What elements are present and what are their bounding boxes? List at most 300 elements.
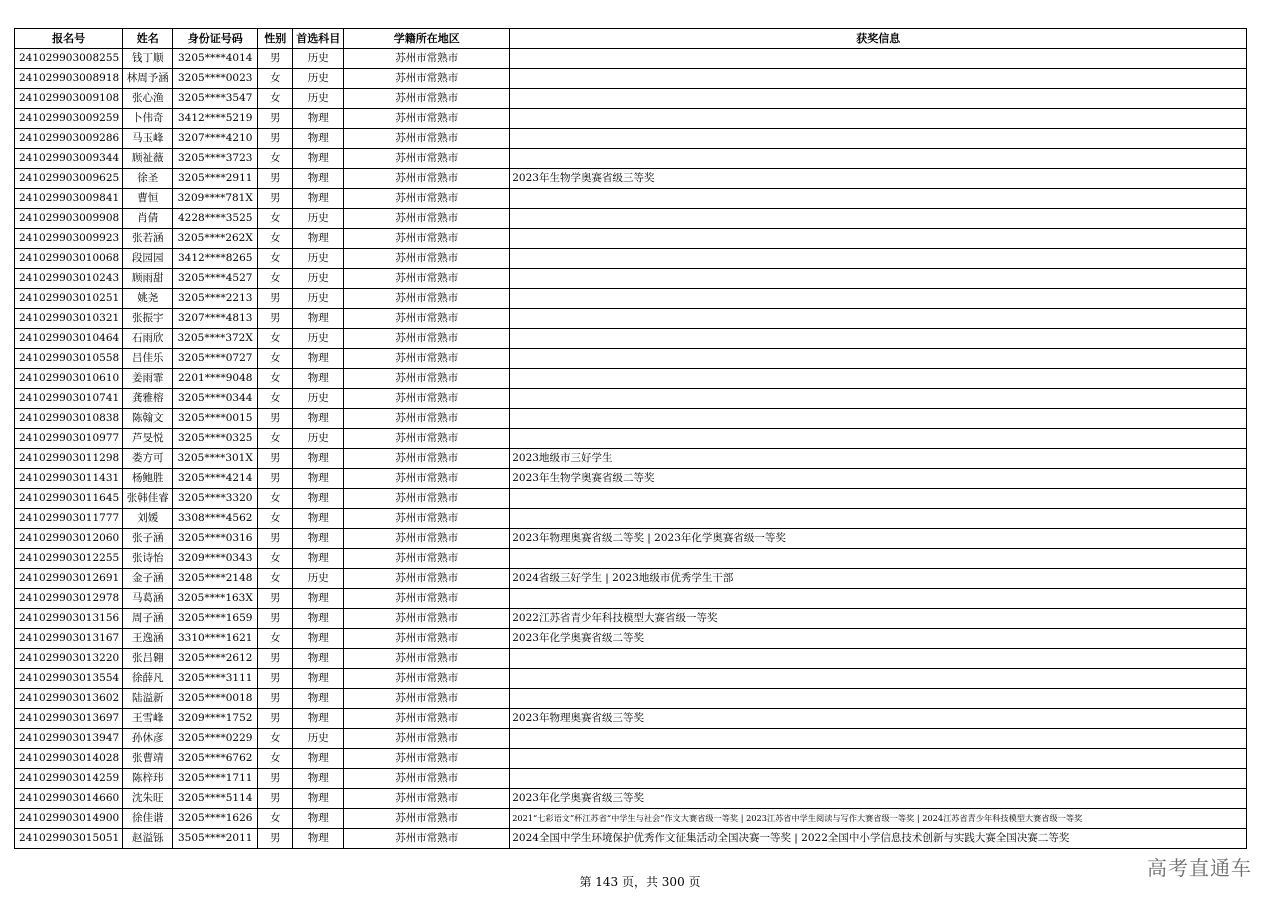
cell-registration-no: 241029903012255 (15, 549, 123, 569)
cell-gender: 男 (258, 829, 293, 849)
table-row (15, 389, 1247, 409)
table-row (15, 449, 1247, 469)
cell-subject: 物理 (293, 169, 344, 189)
cell-registration-no: 241029903009108 (15, 89, 123, 109)
table-row (15, 829, 1247, 849)
cell-awards (510, 89, 1247, 109)
cell-registration-no: 241029903010558 (15, 349, 123, 369)
cell-subject: 物理 (293, 489, 344, 509)
cell-registration-no: 241029903013947 (15, 729, 123, 749)
table-row (15, 249, 1247, 269)
cell-awards (510, 229, 1247, 249)
cell-id-number: 3205****2213 (173, 289, 258, 309)
cell-awards (510, 689, 1247, 709)
cell-registration-no: 241029903014660 (15, 789, 123, 809)
cell-region: 苏州市常熟市 (344, 389, 510, 409)
cell-awards: 2022江苏省青少年科技模型大赛省级一等奖 (510, 609, 1247, 629)
cell-subject: 历史 (293, 249, 344, 269)
cell-awards (510, 769, 1247, 789)
table-row (15, 149, 1247, 169)
cell-gender: 男 (258, 169, 293, 189)
table-row (15, 589, 1247, 609)
cell-region: 苏州市常熟市 (344, 549, 510, 569)
header-gender: 性别 (258, 29, 293, 49)
cell-registration-no: 241029903010838 (15, 409, 123, 429)
cell-subject: 历史 (293, 389, 344, 409)
cell-id-number: 3209****781X (173, 189, 258, 209)
table-row (15, 709, 1247, 729)
cell-name: 张诗怡 (123, 549, 173, 569)
cell-id-number: 3205****0727 (173, 349, 258, 369)
cell-gender: 女 (258, 229, 293, 249)
cell-region: 苏州市常熟市 (344, 169, 510, 189)
cell-id-number: 3205****2148 (173, 569, 258, 589)
cell-id-number: 3205****262X (173, 229, 258, 249)
cell-awards: 2023地级市三好学生 (510, 449, 1247, 469)
cell-name: 张振宇 (123, 309, 173, 329)
cell-name: 张曹靖 (123, 749, 173, 769)
cell-gender: 男 (258, 689, 293, 709)
cell-id-number: 3308****4562 (173, 509, 258, 529)
table-row (15, 129, 1247, 149)
cell-awards: 2023年生物学奥赛省级二等奖 (510, 469, 1247, 489)
cell-id-number: 3205****0229 (173, 729, 258, 749)
cell-gender: 女 (258, 349, 293, 369)
cell-registration-no: 241029903015051 (15, 829, 123, 849)
cell-registration-no: 241029903013554 (15, 669, 123, 689)
cell-gender: 男 (258, 129, 293, 149)
cell-subject: 物理 (293, 689, 344, 709)
table-row (15, 369, 1247, 389)
cell-subject: 物理 (293, 509, 344, 529)
cell-region: 苏州市常熟市 (344, 289, 510, 309)
score-table (14, 28, 1247, 849)
cell-gender: 男 (258, 769, 293, 789)
cell-name: 姜雨霏 (123, 369, 173, 389)
cell-region: 苏州市常熟市 (344, 709, 510, 729)
cell-region: 苏州市常熟市 (344, 569, 510, 589)
cell-registration-no: 241029903009259 (15, 109, 123, 129)
cell-registration-no: 241029903010243 (15, 269, 123, 289)
cell-awards: 2023年物理奥赛省级二等奖 | 2023年化学奥赛省级一等奖 (510, 529, 1247, 549)
cell-region: 苏州市常熟市 (344, 149, 510, 169)
cell-subject: 历史 (293, 429, 344, 449)
header-subject: 首选科目 (293, 29, 344, 49)
cell-gender: 男 (258, 469, 293, 489)
table-row (15, 649, 1247, 669)
cell-name: 王逸涵 (123, 629, 173, 649)
cell-registration-no: 241029903011298 (15, 449, 123, 469)
cell-id-number: 3205****0344 (173, 389, 258, 409)
cell-gender: 男 (258, 669, 293, 689)
cell-region: 苏州市常熟市 (344, 589, 510, 609)
cell-awards (510, 49, 1247, 69)
cell-name: 沈朱旺 (123, 789, 173, 809)
cell-awards (510, 329, 1247, 349)
table-row (15, 409, 1247, 429)
cell-id-number: 3205****301X (173, 449, 258, 469)
cell-registration-no: 241029903010321 (15, 309, 123, 329)
cell-id-number: 3505****2011 (173, 829, 258, 849)
cell-region: 苏州市常熟市 (344, 109, 510, 129)
cell-region: 苏州市常熟市 (344, 309, 510, 329)
cell-gender: 男 (258, 709, 293, 729)
cell-id-number: 3205****3111 (173, 669, 258, 689)
cell-subject: 历史 (293, 269, 344, 289)
cell-gender: 女 (258, 629, 293, 649)
cell-region: 苏州市常熟市 (344, 809, 510, 829)
cell-awards (510, 489, 1247, 509)
cell-region: 苏州市常熟市 (344, 49, 510, 69)
table-row (15, 469, 1247, 489)
cell-name: 顾雨甜 (123, 269, 173, 289)
cell-gender: 男 (258, 449, 293, 469)
cell-registration-no: 241029903013156 (15, 609, 123, 629)
cell-region: 苏州市常熟市 (344, 769, 510, 789)
cell-name: 肖倩 (123, 209, 173, 229)
cell-awards (510, 129, 1247, 149)
cell-awards (510, 389, 1247, 409)
cell-region: 苏州市常熟市 (344, 529, 510, 549)
cell-name: 王雪峰 (123, 709, 173, 729)
cell-registration-no: 241029903010610 (15, 369, 123, 389)
cell-gender: 男 (258, 289, 293, 309)
cell-name: 张若涵 (123, 229, 173, 249)
table-row (15, 229, 1247, 249)
cell-awards (510, 309, 1247, 329)
cell-awards (510, 249, 1247, 269)
cell-region: 苏州市常熟市 (344, 609, 510, 629)
cell-region: 苏州市常熟市 (344, 349, 510, 369)
cell-registration-no: 241029903009625 (15, 169, 123, 189)
cell-name: 徐佳谐 (123, 809, 173, 829)
table-row (15, 49, 1247, 69)
table-row (15, 269, 1247, 289)
cell-awards: 2024省级三好学生 | 2023地级市优秀学生干部 (510, 569, 1247, 589)
table-row (15, 309, 1247, 329)
cell-registration-no: 241029903011777 (15, 509, 123, 529)
cell-subject: 历史 (293, 289, 344, 309)
table-row (15, 289, 1247, 309)
cell-gender: 男 (258, 589, 293, 609)
cell-id-number: 3205****2612 (173, 649, 258, 669)
cell-gender: 女 (258, 509, 293, 529)
cell-awards: 2023年化学奥赛省级二等奖 (510, 629, 1247, 649)
cell-region: 苏州市常熟市 (344, 269, 510, 289)
cell-registration-no: 241029903011431 (15, 469, 123, 489)
cell-id-number: 3205****4014 (173, 49, 258, 69)
cell-registration-no: 241029903009908 (15, 209, 123, 229)
cell-subject: 物理 (293, 129, 344, 149)
cell-registration-no: 241029903012978 (15, 589, 123, 609)
header-id-number: 身份证号码 (173, 29, 258, 49)
cell-awards (510, 369, 1247, 389)
cell-registration-no: 241029903014259 (15, 769, 123, 789)
cell-region: 苏州市常熟市 (344, 749, 510, 769)
cell-region: 苏州市常熟市 (344, 789, 510, 809)
cell-id-number: 3205****4527 (173, 269, 258, 289)
cell-gender: 女 (258, 749, 293, 769)
cell-subject: 历史 (293, 69, 344, 89)
cell-awards (510, 729, 1247, 749)
table-body (15, 49, 1247, 849)
cell-gender: 女 (258, 389, 293, 409)
cell-awards (510, 589, 1247, 609)
cell-awards: 2021“七彩语文”杯江苏省“中学生与社会”作文大赛省级一等奖 | 2023江苏省中学生阅读与写作大赛省级一等奖 | 2024江苏省青少年科技模型大赛省级一等奖 (510, 809, 1247, 829)
cell-region: 苏州市常熟市 (344, 69, 510, 89)
cell-region: 苏州市常熟市 (344, 449, 510, 469)
table-row (15, 529, 1247, 549)
cell-awards: 2023年化学奥赛省级三等奖 (510, 789, 1247, 809)
cell-awards: 2024全国中学生环境保护优秀作文征集活动全国决赛一等奖 | 2022全国中小学信息技术创新与实践大赛全国决赛二等奖 (510, 829, 1247, 849)
cell-subject: 物理 (293, 349, 344, 369)
cell-gender: 男 (258, 609, 293, 629)
cell-subject: 物理 (293, 709, 344, 729)
cell-subject: 物理 (293, 229, 344, 249)
cell-awards (510, 549, 1247, 569)
cell-gender: 女 (258, 149, 293, 169)
cell-region: 苏州市常熟市 (344, 369, 510, 389)
cell-gender: 男 (258, 789, 293, 809)
cell-subject: 物理 (293, 109, 344, 129)
cell-name: 张韩佳睿 (123, 489, 173, 509)
cell-name: 吕佳乐 (123, 349, 173, 369)
cell-subject: 物理 (293, 409, 344, 429)
cell-awards (510, 109, 1247, 129)
cell-region: 苏州市常熟市 (344, 629, 510, 649)
cell-registration-no: 241029903013602 (15, 689, 123, 709)
table-row (15, 789, 1247, 809)
table-row (15, 549, 1247, 569)
table-row (15, 569, 1247, 589)
cell-name: 刘媛 (123, 509, 173, 529)
table-row (15, 629, 1247, 649)
cell-id-number: 3205****1626 (173, 809, 258, 829)
cell-awards (510, 349, 1247, 369)
table-row (15, 169, 1247, 189)
cell-gender: 男 (258, 49, 293, 69)
cell-region: 苏州市常熟市 (344, 829, 510, 849)
cell-awards (510, 289, 1247, 309)
cell-name: 张吕翱 (123, 649, 173, 669)
cell-gender: 女 (258, 329, 293, 349)
cell-subject: 物理 (293, 529, 344, 549)
cell-id-number: 4228****3525 (173, 209, 258, 229)
cell-name: 钱丁顺 (123, 49, 173, 69)
cell-id-number: 3205****0015 (173, 409, 258, 429)
cell-id-number: 3310****1621 (173, 629, 258, 649)
table-row (15, 349, 1247, 369)
table-row (15, 689, 1247, 709)
cell-region: 苏州市常熟市 (344, 329, 510, 349)
cell-name: 龚雅榕 (123, 389, 173, 409)
table-row (15, 669, 1247, 689)
header-awards: 获奖信息 (510, 29, 1247, 49)
cell-gender: 男 (258, 309, 293, 329)
cell-name: 陆溢新 (123, 689, 173, 709)
cell-gender: 女 (258, 569, 293, 589)
cell-name: 姚尧 (123, 289, 173, 309)
table-row (15, 109, 1247, 129)
cell-region: 苏州市常熟市 (344, 189, 510, 209)
cell-subject: 物理 (293, 589, 344, 609)
cell-region: 苏州市常熟市 (344, 689, 510, 709)
cell-subject: 物理 (293, 449, 344, 469)
cell-region: 苏州市常熟市 (344, 729, 510, 749)
cell-awards (510, 509, 1247, 529)
cell-awards (510, 209, 1247, 229)
cell-awards (510, 649, 1247, 669)
cell-subject: 物理 (293, 549, 344, 569)
cell-subject: 物理 (293, 629, 344, 649)
cell-subject: 历史 (293, 89, 344, 109)
cell-registration-no: 241029903013167 (15, 629, 123, 649)
cell-region: 苏州市常熟市 (344, 509, 510, 529)
cell-name: 孙休彦 (123, 729, 173, 749)
cell-name: 张心渔 (123, 89, 173, 109)
cell-name: 顾祉薇 (123, 149, 173, 169)
cell-region: 苏州市常熟市 (344, 489, 510, 509)
cell-awards (510, 749, 1247, 769)
cell-subject: 物理 (293, 769, 344, 789)
table-row (15, 609, 1247, 629)
cell-gender: 女 (258, 809, 293, 829)
cell-id-number: 3205****1711 (173, 769, 258, 789)
table-row (15, 809, 1247, 829)
cell-registration-no: 241029903013697 (15, 709, 123, 729)
cell-id-number: 3205****3547 (173, 89, 258, 109)
cell-registration-no: 241029903010977 (15, 429, 123, 449)
cell-subject: 历史 (293, 729, 344, 749)
cell-name: 石雨欣 (123, 329, 173, 349)
cell-gender: 男 (258, 409, 293, 429)
cell-region: 苏州市常熟市 (344, 249, 510, 269)
cell-gender: 女 (258, 269, 293, 289)
cell-registration-no: 241029903008918 (15, 69, 123, 89)
cell-name: 曹恒 (123, 189, 173, 209)
cell-awards (510, 69, 1247, 89)
cell-id-number: 3412****5219 (173, 109, 258, 129)
cell-name: 芦旻悦 (123, 429, 173, 449)
cell-region: 苏州市常熟市 (344, 129, 510, 149)
cell-region: 苏州市常熟市 (344, 229, 510, 249)
cell-name: 徐薛凡 (123, 669, 173, 689)
cell-gender: 女 (258, 249, 293, 269)
cell-registration-no: 241029903008255 (15, 49, 123, 69)
cell-gender: 男 (258, 109, 293, 129)
cell-gender: 女 (258, 89, 293, 109)
cell-gender: 女 (258, 209, 293, 229)
cell-id-number: 3205****163X (173, 589, 258, 609)
cell-id-number: 3205****3320 (173, 489, 258, 509)
cell-id-number: 3205****372X (173, 329, 258, 349)
cell-name: 陈梓玮 (123, 769, 173, 789)
cell-name: 卜伟奇 (123, 109, 173, 129)
cell-id-number: 3205****2911 (173, 169, 258, 189)
cell-awards (510, 149, 1247, 169)
cell-subject: 物理 (293, 649, 344, 669)
cell-registration-no: 241029903011645 (15, 489, 123, 509)
table-row (15, 209, 1247, 229)
watermark-logo: 高考直通车 (1147, 856, 1252, 880)
cell-gender: 男 (258, 529, 293, 549)
header-region: 学籍所在地区 (344, 29, 510, 49)
header-row (15, 29, 1247, 49)
cell-region: 苏州市常熟市 (344, 469, 510, 489)
cell-subject: 物理 (293, 149, 344, 169)
cell-subject: 物理 (293, 789, 344, 809)
cell-id-number: 3207****4210 (173, 129, 258, 149)
cell-name: 林周予涵 (123, 69, 173, 89)
cell-awards (510, 269, 1247, 289)
cell-name: 马葛涵 (123, 589, 173, 609)
cell-subject: 历史 (293, 329, 344, 349)
table-row (15, 749, 1247, 769)
cell-id-number: 3205****0316 (173, 529, 258, 549)
cell-gender: 女 (258, 729, 293, 749)
cell-subject: 物理 (293, 189, 344, 209)
cell-region: 苏州市常熟市 (344, 209, 510, 229)
cell-name: 周子涵 (123, 609, 173, 629)
cell-id-number: 3412****8265 (173, 249, 258, 269)
table-row (15, 189, 1247, 209)
cell-id-number: 3207****4813 (173, 309, 258, 329)
cell-registration-no: 241029903010068 (15, 249, 123, 269)
cell-registration-no: 241029903013220 (15, 649, 123, 669)
cell-awards: 2023年物理奥赛省级三等奖 (510, 709, 1247, 729)
cell-registration-no: 241029903012691 (15, 569, 123, 589)
cell-subject: 物理 (293, 609, 344, 629)
cell-name: 陈翰文 (123, 409, 173, 429)
cell-id-number: 3205****1659 (173, 609, 258, 629)
table-row (15, 489, 1247, 509)
cell-name: 段园园 (123, 249, 173, 269)
cell-gender: 女 (258, 369, 293, 389)
cell-region: 苏州市常熟市 (344, 89, 510, 109)
cell-registration-no: 241029903009344 (15, 149, 123, 169)
cell-id-number: 3205****0325 (173, 429, 258, 449)
cell-registration-no: 241029903014028 (15, 749, 123, 769)
cell-registration-no: 241029903009286 (15, 129, 123, 149)
cell-subject: 物理 (293, 749, 344, 769)
cell-region: 苏州市常熟市 (344, 669, 510, 689)
cell-id-number: 3209****1752 (173, 709, 258, 729)
table-row (15, 769, 1247, 789)
cell-awards (510, 429, 1247, 449)
cell-registration-no: 241029903009841 (15, 189, 123, 209)
cell-name: 徐圣 (123, 169, 173, 189)
cell-subject: 历史 (293, 209, 344, 229)
cell-subject: 物理 (293, 809, 344, 829)
cell-subject: 物理 (293, 369, 344, 389)
cell-name: 杨鲍胜 (123, 469, 173, 489)
cell-registration-no: 241029903009923 (15, 229, 123, 249)
cell-id-number: 2201****9048 (173, 369, 258, 389)
cell-id-number: 3205****4214 (173, 469, 258, 489)
cell-id-number: 3205****6762 (173, 749, 258, 769)
page-footer: 第 143 页，共 300 页 (579, 875, 701, 889)
table-row (15, 509, 1247, 529)
table-row (15, 69, 1247, 89)
header-name: 姓名 (123, 29, 173, 49)
cell-registration-no: 241029903010464 (15, 329, 123, 349)
cell-id-number: 3205****0018 (173, 689, 258, 709)
cell-region: 苏州市常熟市 (344, 409, 510, 429)
cell-subject: 历史 (293, 569, 344, 589)
cell-gender: 女 (258, 549, 293, 569)
cell-gender: 男 (258, 649, 293, 669)
cell-id-number: 3205****3723 (173, 149, 258, 169)
